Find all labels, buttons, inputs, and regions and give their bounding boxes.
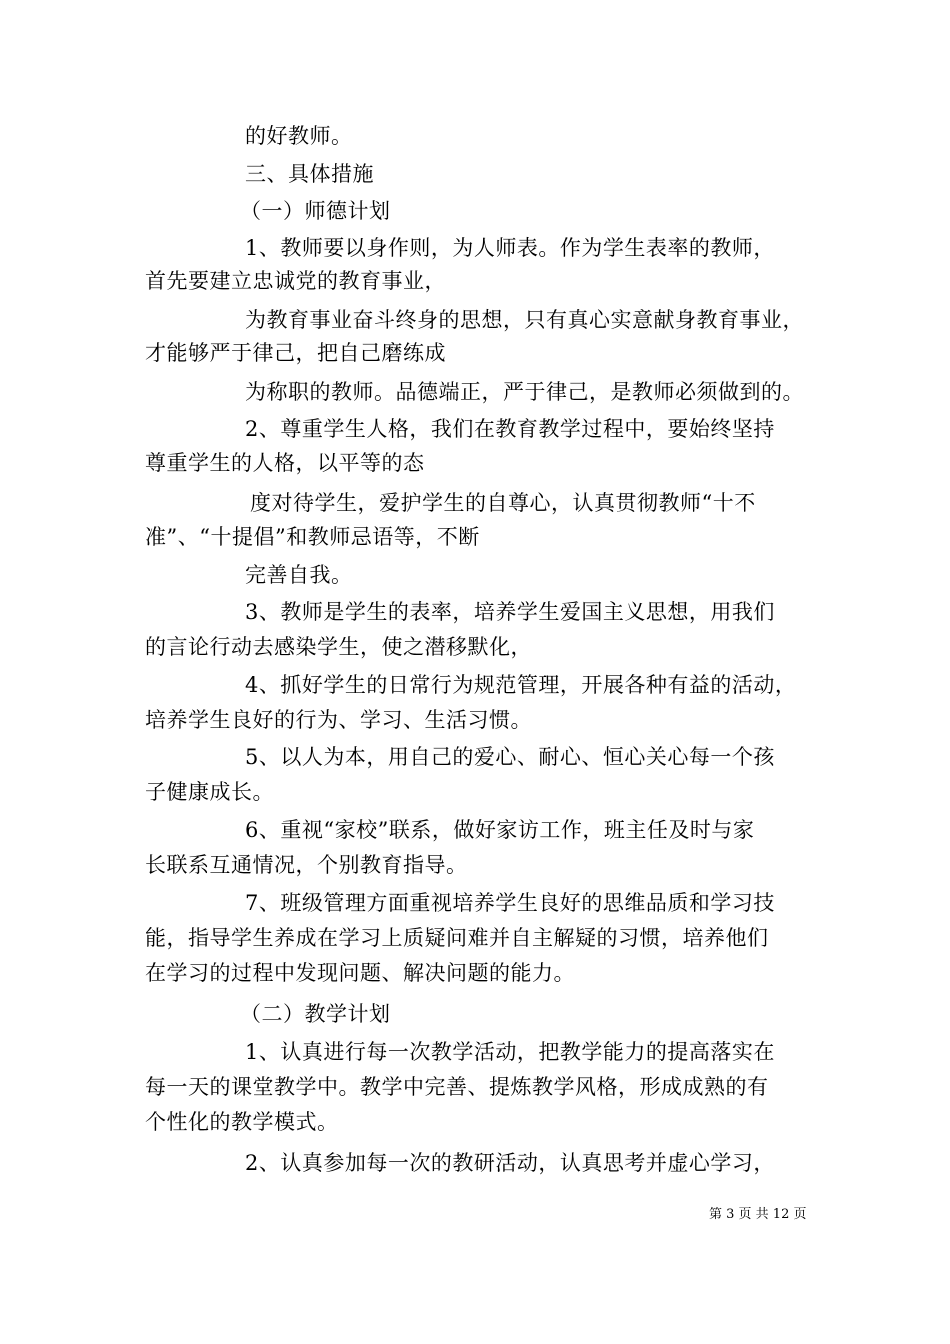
text-line: 3、教师是学生的表率，培养学生爱国主义思想，用我们 [245,600,775,624]
text-line: 在学习的过程中发现问题、解决问题的能力。 [145,961,575,985]
text-line: 每一天的课堂教学中。教学中完善、提炼教学风格，形成成熟的有 [145,1075,769,1099]
text-line: 4、抓好学生的日常行为规范管理，开展各种有益的活动， [245,673,797,697]
text-line: 1、教师要以身作则，为人师表。作为学生表率的教师， [245,236,775,260]
text-line: 7、班级管理方面重视培养学生良好的思维品质和学习技 [245,891,775,915]
text-line: 培养学生良好的行为、学习、生活习惯。 [145,708,532,732]
text-line: 子健康成长。 [145,780,274,804]
page-number-footer: 第 3 页 共 12 页 [709,1207,807,1222]
text-line: 长联系互通情况，个别教育指导。 [145,853,468,877]
text-line: 6、重视“家校”联系，做好家访工作，班主任及时与家 [245,818,755,842]
text-line: 准”、“十提倡”和教师忌语等，不断 [145,525,480,549]
text-line: 尊重学生的人格，以平等的态 [145,451,425,475]
text-line: 完善自我。 [245,563,353,587]
text-line: 为称职的教师。品德端正，严于律己，是教师必须做到的。 [245,380,804,404]
text-line: 能，指导学生养成在学习上质疑问难并自主解疑的习惯，培养他们 [145,926,769,950]
text-line: 度对待学生，爱护学生的自尊心，认真贯彻教师“十不 [250,491,756,515]
text-line: 的好教师。 [245,124,353,148]
subsection-heading: （一）师德计划 [240,199,391,223]
subsection-heading: （二）教学计划 [240,1002,391,1026]
text-line: 才能够严于律己，把自己磨练成 [145,341,446,365]
section-heading: 三、具体措施 [245,162,374,186]
text-line: 的言论行动去感染学生，使之潜移默化， [145,635,532,659]
text-line: 为教育事业奋斗终身的思想，只有真心实意献身教育事业， [245,308,804,332]
text-line: 2、认真参加每一次的教研活动，认真思考并虚心学习， [245,1151,775,1175]
text-line: 1、认真进行每一次教学活动，把教学能力的提高落实在 [245,1040,775,1064]
text-line: 2、尊重学生人格，我们在教育教学过程中，要始终坚持 [245,417,775,441]
text-line: 5、以人为本，用自己的爱心、耐心、恒心关心每一个孩 [245,745,775,769]
text-line: 首先要建立忠诚党的教育事业， [145,269,446,293]
text-line: 个性化的教学模式。 [145,1110,339,1134]
